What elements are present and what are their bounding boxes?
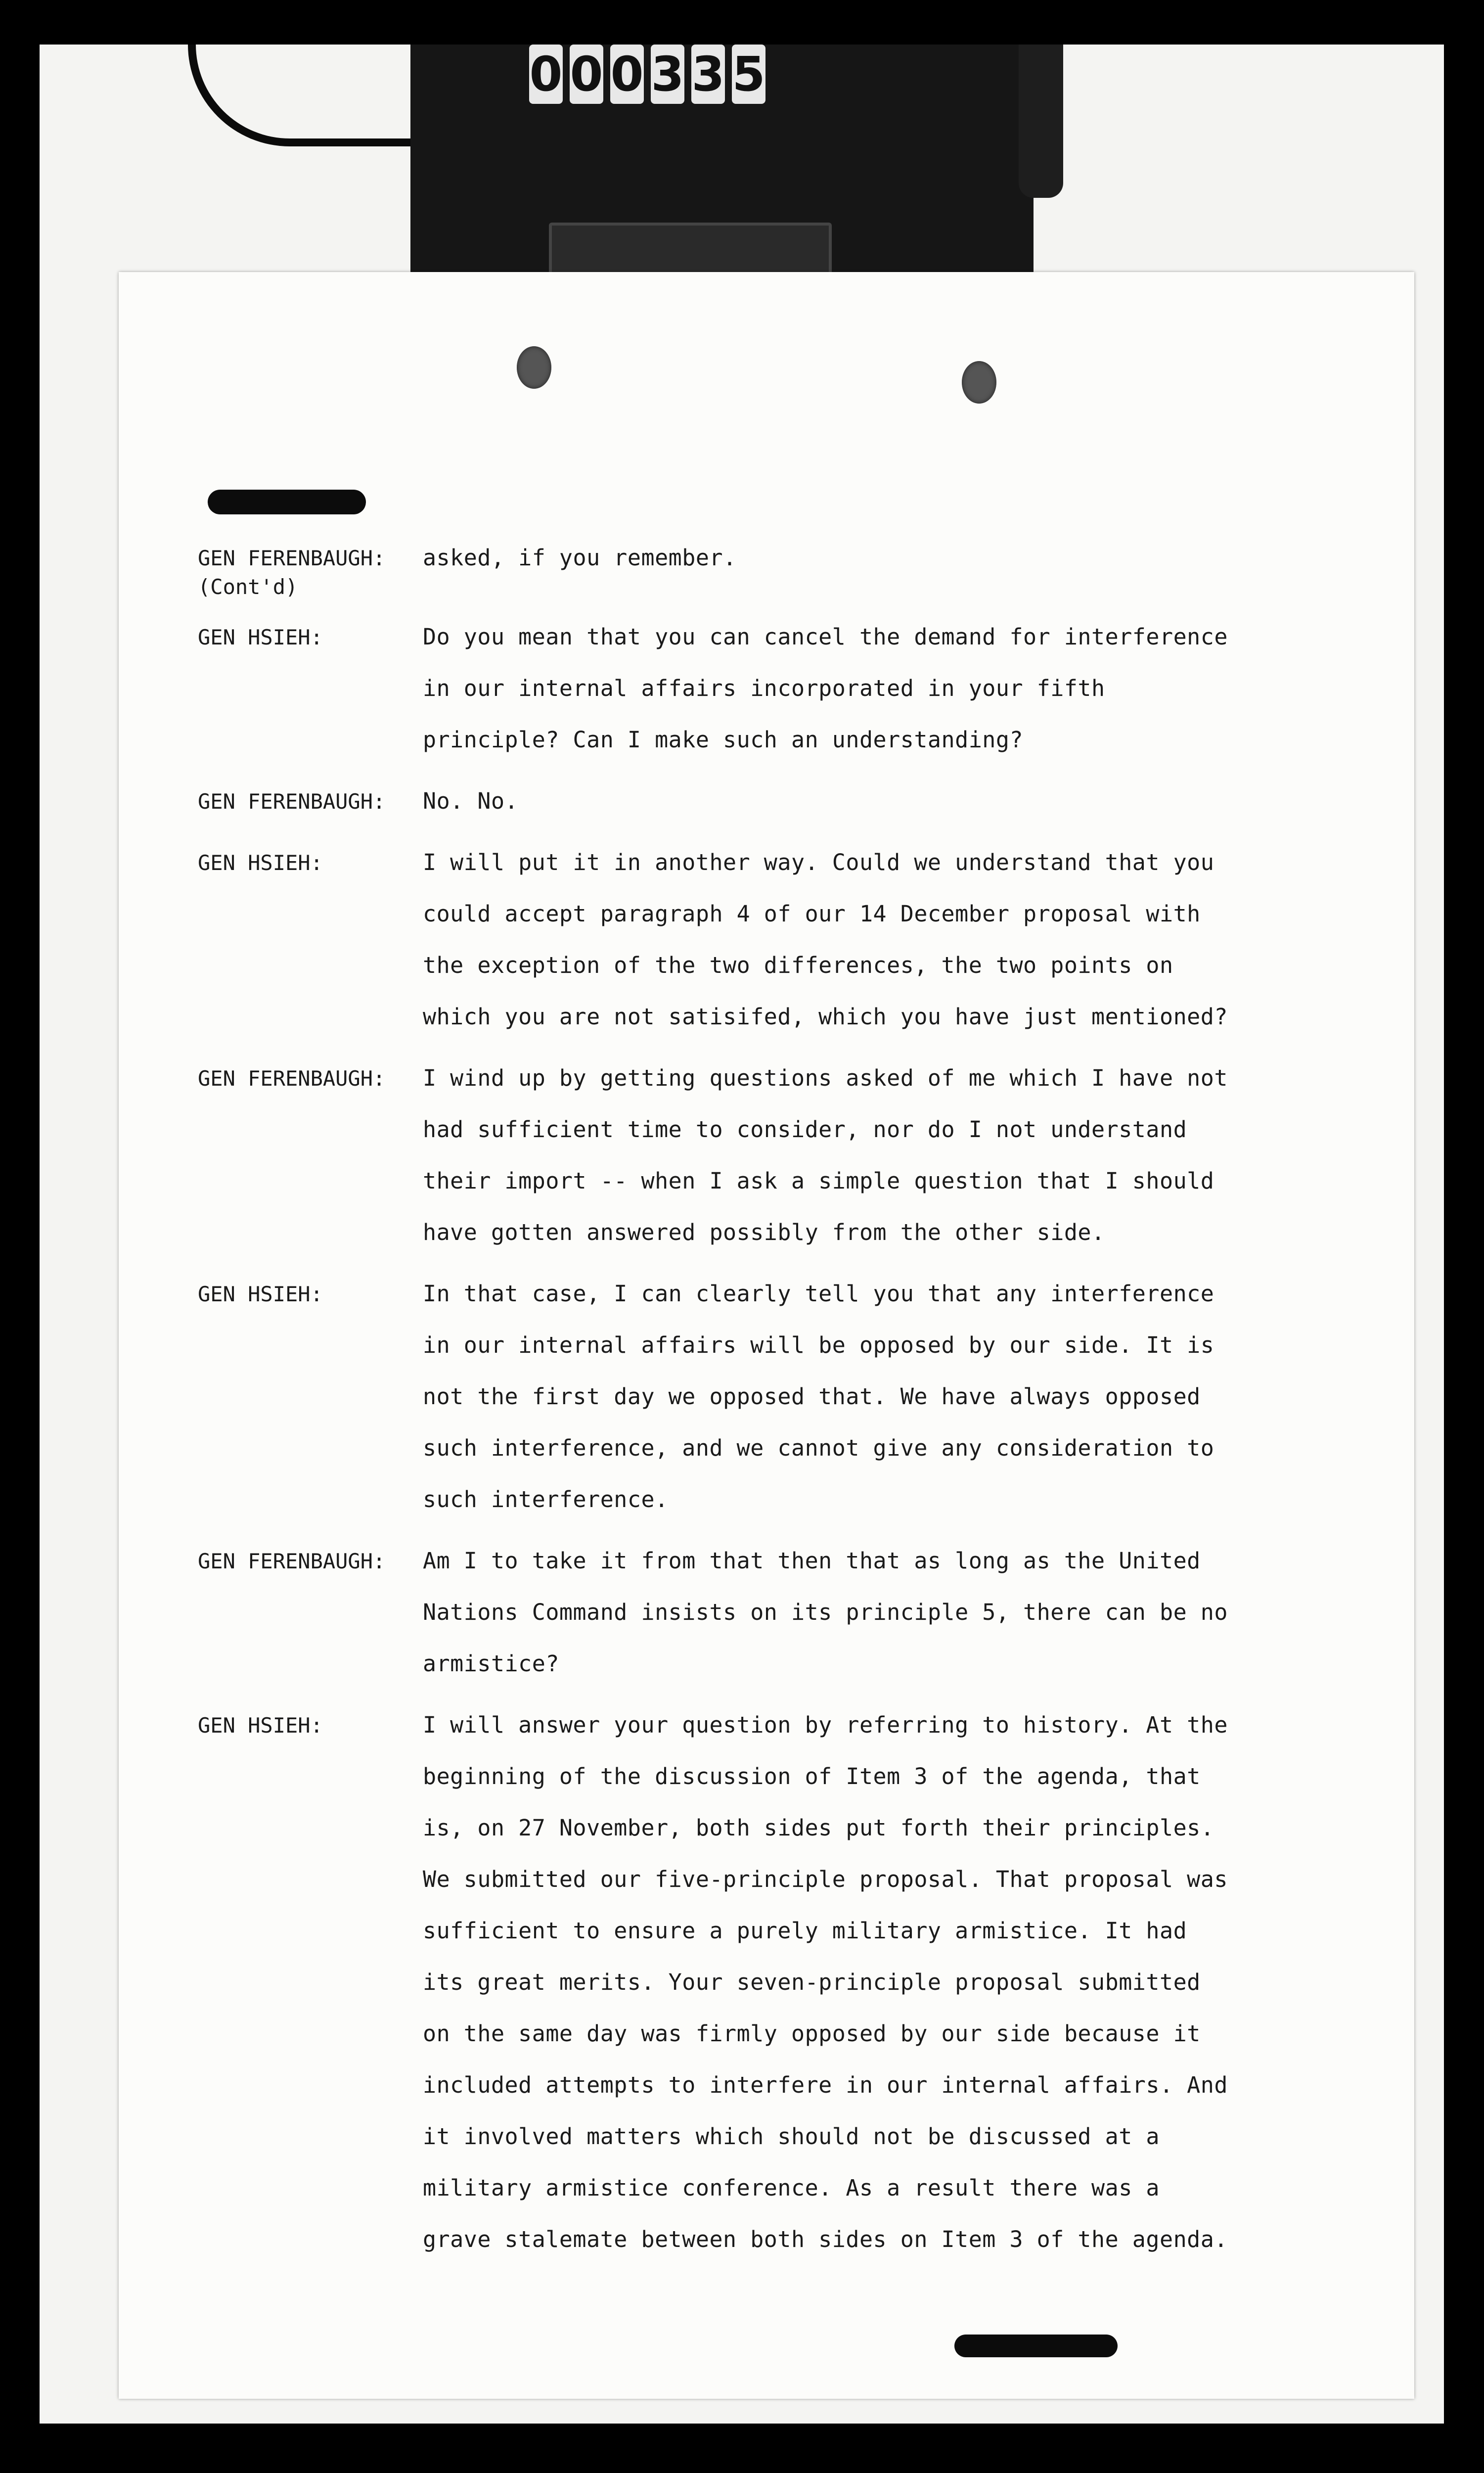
speech-text: asked, if you remember. [423,545,737,571]
counter-digit: 0 [529,45,563,104]
speaker-name: GEN FERENBAUGH: [198,1549,386,1573]
speaker-continuation: (Cont'd) [198,575,298,599]
redaction-mark [208,490,366,514]
transcript-entry [198,849,1236,1043]
speaker-label [198,623,423,766]
speaker-name: GEN HSIEH: [198,1282,323,1306]
speaker-name: GEN FERENBAUGH: [198,1066,386,1091]
speech-text: I will answer your question by referring to history. At the beginning of the discussion of Item 3 of the agenda, that is, on 27 November, both sides put forth their principles. We submitted our five-principle proposal. That proposal was sufficient to ensure a purely military armistice. It had its great merits. Your seven-principle proposal submitted on the same day was firmly opposed by our side because it included attempts to interfere in our internal affairs. And it involved matters which should not be discussed at a military armistice conference. As a result there was a grave stalemate between both sides on Item 3 of the agenda. [423,1712,1228,2252]
transcript-entry [198,1064,1236,1258]
speaker-name: GEN FERENBAUGH: [198,546,386,570]
speaker-name: GEN FERENBAUGH: [198,789,386,814]
speech-text: Am I to take it from that then that as long as the United Nations Command insists on its principle 5, there can be no armistice? [423,1548,1228,1677]
transcript-entry [198,1280,1236,1525]
transcript-entry [198,787,1236,827]
redaction-mark [954,2335,1118,2357]
speaker-label [198,787,423,827]
speaker-label [198,544,423,601]
transcript-entry [198,544,1236,601]
speech-text: I will put it in another way. Could we understand that you could accept paragraph 4 of our 14 December proposal with the exception of the two differences, the two points on which you are not satisifed, which you have just mentioned? [423,849,1228,1030]
speaker-name: GEN HSIEH: [198,625,323,649]
punch-hole [517,346,551,389]
counter-digit: 0 [610,45,644,104]
punch-hole [962,361,996,404]
speech-text: No. No. [423,788,519,814]
counter-digit: 3 [651,45,684,104]
counter-digit: 3 [691,45,725,104]
counter-knob [1019,45,1063,198]
transcript-entry [198,1547,1236,1690]
counter-digit: 5 [732,45,765,104]
speaker-label [198,1547,423,1690]
transcript [198,544,1236,2287]
frame-counter [529,45,765,104]
speech-text: Do you mean that you can cancel the demand for interference in our internal affairs incorporated in your fifth principle? Can I make such an understanding? [423,624,1228,753]
transcript-entry [198,1711,1236,2265]
speaker-label [198,1064,423,1258]
transcript-entry [198,623,1236,766]
speaker-label [198,1711,423,2265]
counter-digit: 0 [570,45,603,104]
speaker-label [198,849,423,1043]
speech-text: I wind up by getting questions asked of me which I have not had sufficient time to consider, nor do I not understand their import -- when I ask a simple question that I should have gotten answered possibly from the other side. [423,1065,1228,1245]
speech-text: In that case, I can clearly tell you that any interference in our internal affairs will be opposed by our side. It is not the first day we opposed that. We have always opposed such interference, and we cannot give any consideration to such interference. [423,1281,1214,1512]
speaker-label [198,1280,423,1525]
speaker-name: GEN HSIEH: [198,851,323,875]
speaker-name: GEN HSIEH: [198,1713,323,1738]
